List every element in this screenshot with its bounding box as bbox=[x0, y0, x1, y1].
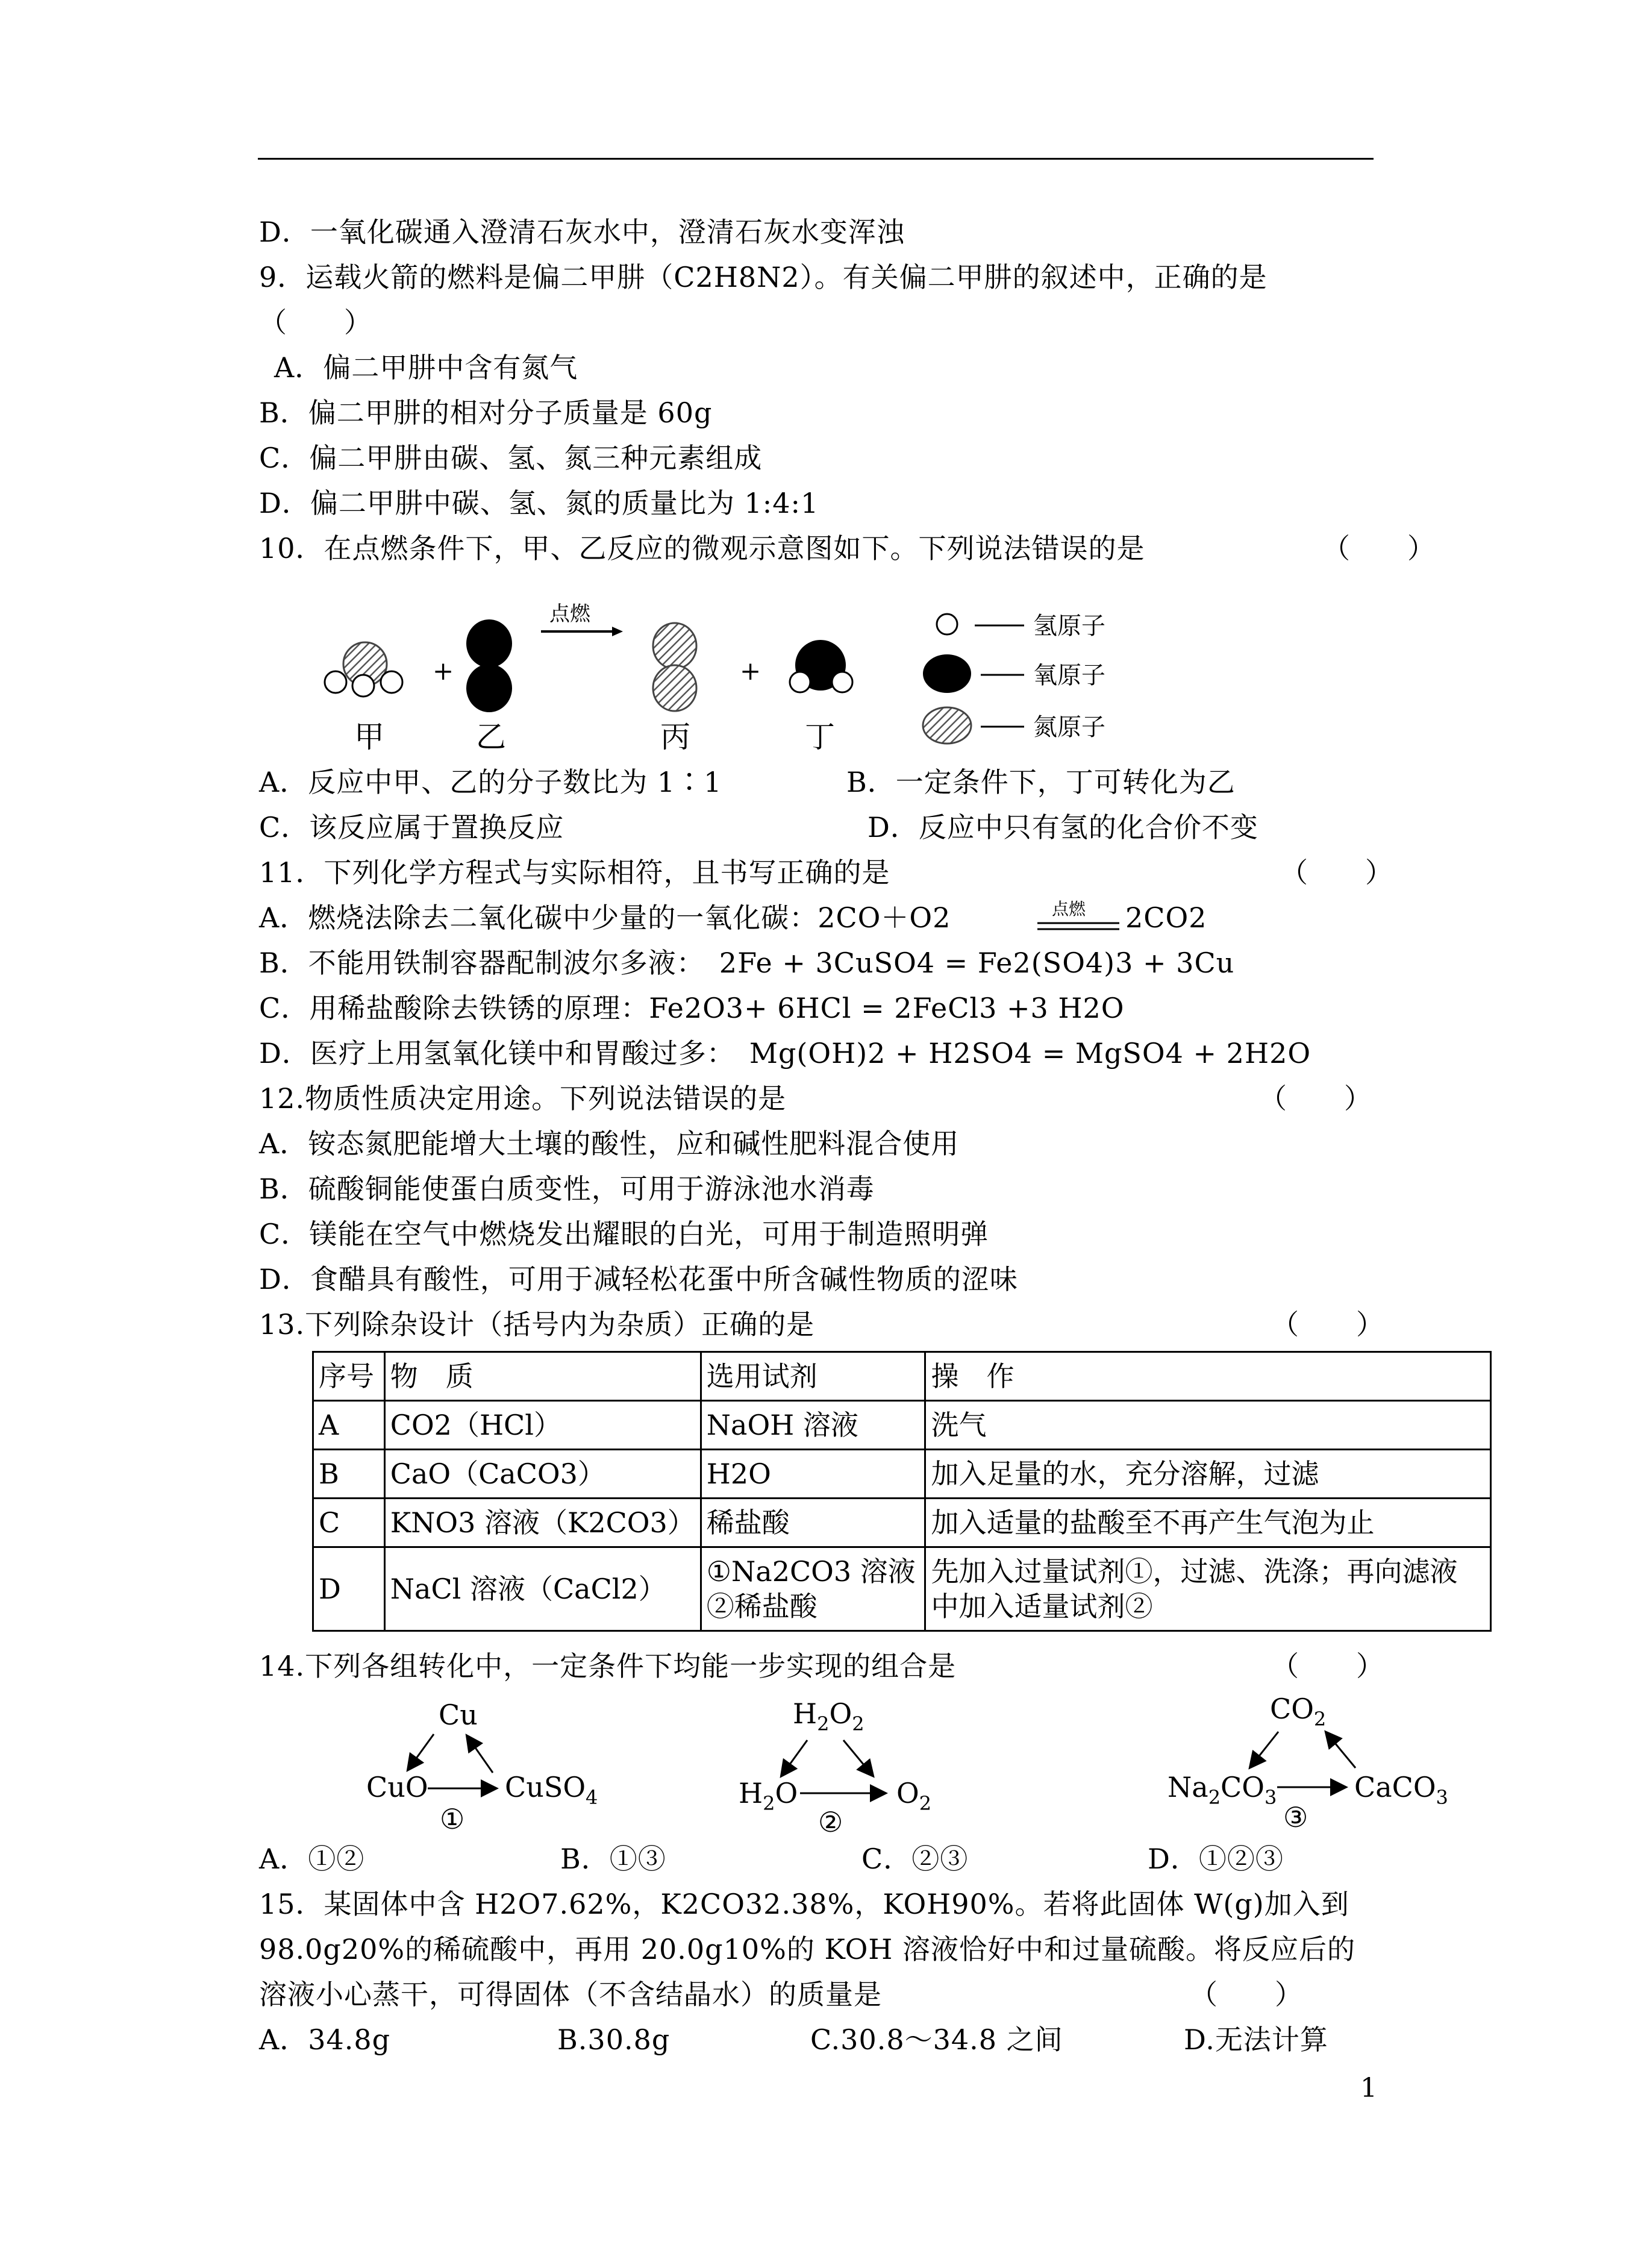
legend-nitrogen: 氮原子 bbox=[1033, 713, 1105, 741]
q15-option-c: C.30.8～34.8 之间 bbox=[810, 2023, 1063, 2056]
q11-option-d: D．医疗上用氢氧化镁中和胃酸过多： Mg(OH)2 + H2SO4 = MgSO4 + 2H2O bbox=[259, 1037, 1311, 1070]
d3-left-sub1: 2 bbox=[1208, 1786, 1221, 1809]
q9-stem: 9．运载火箭的燃料是偏二甲肼（C2H8N2）。有关偏二甲肼的叙述中，正确的是 bbox=[259, 261, 1268, 293]
d2-left-sub: 2 bbox=[763, 1792, 775, 1815]
table-cell-reagent bbox=[701, 1547, 925, 1631]
diagram-2-top bbox=[793, 1697, 864, 1735]
table-cell-substance: CaO（CaCO3） bbox=[384, 1450, 701, 1499]
table-header: 物 质 bbox=[384, 1352, 701, 1401]
label-jia: 甲 bbox=[354, 719, 384, 754]
table-cell-operation bbox=[925, 1547, 1491, 1631]
diagram-3-top bbox=[1270, 1693, 1326, 1731]
operation-line-1: 先加入过量试剂①，过滤、洗涤；再向滤液 bbox=[931, 1555, 1458, 1588]
operation-line-2: 中加入适量试剂② bbox=[931, 1590, 1153, 1623]
d2-left-b: O bbox=[775, 1777, 798, 1809]
table-cell-id: C bbox=[313, 1499, 385, 1547]
q10-option-d: D．反应中只有氢的化合价不变 bbox=[868, 811, 1258, 844]
q11-option-a-right: 2CO2 bbox=[1125, 901, 1207, 934]
q15-answer-paren: （ ） bbox=[1190, 1978, 1303, 2011]
nitrogen-atom-icon bbox=[923, 707, 971, 744]
q12-option-a: A．铵态氮肥能增大土壤的酸性，应和碱性肥料混合使用 bbox=[259, 1127, 960, 1160]
table-row bbox=[313, 1450, 1491, 1499]
d3-right-a: CaCO bbox=[1354, 1771, 1436, 1803]
table-cell-substance: KNO3 溶液（K2CO3） bbox=[384, 1499, 701, 1547]
table-cell-operation: 加入适量的盐酸至不再产生气泡为止 bbox=[925, 1499, 1491, 1547]
d2-top-sub2: 2 bbox=[852, 1712, 864, 1735]
q14-option-c: C．②③ bbox=[861, 1843, 969, 1875]
diagram-3-right bbox=[1354, 1771, 1448, 1809]
q13-answer-paren: （ ） bbox=[1271, 1308, 1384, 1341]
reaction-condition: 点燃 bbox=[549, 602, 590, 626]
table-cell-reagent: H2O bbox=[701, 1450, 925, 1499]
q11-stem: 11．下列化学方程式与实际相符，且书写正确的是 bbox=[259, 856, 890, 889]
q15-option-b: B.30.8g bbox=[557, 2023, 671, 2056]
d2-right-a: O bbox=[896, 1777, 919, 1809]
table-row bbox=[313, 1499, 1491, 1547]
q9-answer-paren: （ ） bbox=[259, 306, 372, 339]
table-row bbox=[313, 1547, 1491, 1631]
plus-sign-2: + bbox=[740, 656, 761, 686]
q11-option-c: C．用稀盐酸除去铁锈的原理：Fe2O3+ 6HCl = 2FeCl3 +3 H2O bbox=[259, 992, 1125, 1024]
diagram-3-num: ③ bbox=[1283, 1801, 1308, 1834]
table-row bbox=[313, 1401, 1491, 1450]
molecule-bing bbox=[653, 623, 696, 711]
q10-option-a: A．反应中甲、乙的分子数比为 1∶1 bbox=[259, 766, 722, 798]
q12-stem: 12.物质性质决定用途。下列说法错误的是 bbox=[259, 1082, 787, 1115]
molecule-yi bbox=[466, 619, 512, 712]
d2-right-sub: 2 bbox=[919, 1792, 932, 1815]
diagram-1-left: CuO bbox=[366, 1771, 428, 1803]
conversion-diagrams bbox=[337, 1687, 1482, 1850]
diagram-2-left bbox=[739, 1777, 798, 1815]
q10-answer-paren: （ ） bbox=[1322, 532, 1436, 565]
q14-option-d: D．①②③ bbox=[1148, 1843, 1284, 1875]
d3-left-a: Na bbox=[1168, 1771, 1208, 1803]
diagram-1 bbox=[366, 1699, 598, 1835]
diagram-1-right-sub: 4 bbox=[586, 1786, 598, 1809]
table-header-row bbox=[313, 1352, 1491, 1401]
table-cell-id: D bbox=[313, 1547, 385, 1631]
q9-option-c: C．偏二甲肼由碳、氢、氮三种元素组成 bbox=[259, 442, 763, 474]
hydrogen-atom-icon bbox=[937, 614, 957, 634]
diagram-2 bbox=[739, 1697, 931, 1838]
molecule-jia bbox=[325, 642, 402, 697]
table-cell-reagent: 稀盐酸 bbox=[701, 1499, 925, 1547]
diagram-1-num: ① bbox=[440, 1803, 465, 1835]
q15-line-2: 98.0g20%的稀硫酸中，再用 20.0g10%的 KOH 溶液恰好中和过量硫酸。将反应后的 bbox=[259, 1933, 1356, 1966]
table-cell-substance: CO2（HCl） bbox=[384, 1401, 701, 1450]
q11-answer-paren: （ ） bbox=[1280, 856, 1393, 889]
label-bing: 丙 bbox=[660, 719, 690, 754]
q14-option-b: B．①③ bbox=[560, 1843, 666, 1875]
diagram-2-num: ② bbox=[818, 1806, 843, 1838]
d3-left-b: CO bbox=[1221, 1771, 1265, 1803]
q15-option-a: A．34.8g bbox=[259, 2023, 391, 2056]
d2-top-b: O bbox=[829, 1697, 852, 1730]
d2-left-a: H bbox=[739, 1777, 763, 1809]
diagram-1-right-main: CuSO bbox=[505, 1771, 586, 1803]
page-number: 1 bbox=[1360, 2073, 1377, 2104]
legend-hydrogen: 氢原子 bbox=[1033, 612, 1105, 640]
atom-legend bbox=[923, 612, 1105, 744]
ignition-equal-sign bbox=[1035, 899, 1125, 941]
oxygen-atom-icon bbox=[923, 654, 971, 693]
d3-top-sub: 2 bbox=[1313, 1708, 1327, 1731]
q12-option-c: C．镁能在空气中燃烧发出耀眼的白光，可用于制造照明弹 bbox=[259, 1218, 989, 1250]
table-cell-id: A bbox=[313, 1401, 385, 1450]
q9-option-b: B．偏二甲肼的相对分子质量是 60g bbox=[259, 396, 713, 429]
q14-stem: 14.下列各组转化中，一定条件下均能一步实现的组合是 bbox=[259, 1650, 957, 1682]
table-header: 选用试剂 bbox=[701, 1352, 925, 1401]
d3-left-sub2: 3 bbox=[1264, 1786, 1277, 1809]
header-rule bbox=[258, 158, 1374, 160]
table-header: 序号 bbox=[313, 1352, 385, 1401]
table-cell-operation: 加入足量的水，充分溶解，过滤 bbox=[925, 1450, 1491, 1499]
molecule-ding bbox=[790, 640, 852, 692]
q11-option-b: B．不能用铁制容器配制波尔多液： 2Fe + 3CuSO4 = Fe2(SO4)3 + 3Cu bbox=[259, 947, 1235, 979]
q15-line-1: 15．某固体中含 H2O7.62%，K2CO32.38%，KOH90%。若将此固体 W(g)加入到 bbox=[259, 1888, 1349, 1920]
purification-table bbox=[312, 1351, 1492, 1632]
q15-option-d: D.无法计算 bbox=[1184, 2023, 1328, 2056]
label-ding: 丁 bbox=[805, 719, 835, 754]
q11-option-a-left: A．燃烧法除去二氧化碳中少量的一氧化碳：2CO＋O2 bbox=[259, 901, 951, 934]
table-cell-operation: 洗气 bbox=[925, 1401, 1491, 1450]
diagram-1-right bbox=[505, 1771, 598, 1809]
plus-sign: + bbox=[433, 656, 454, 686]
diagram-1-top: Cu bbox=[439, 1699, 478, 1731]
q10-option-b: B．一定条件下，丁可转化为乙 bbox=[846, 766, 1236, 798]
d3-top-a: CO bbox=[1270, 1693, 1314, 1725]
q12-option-d: D．食醋具有酸性，可用于减轻松花蛋中所含碱性物质的涩味 bbox=[259, 1263, 1018, 1295]
ignition-condition: 点燃 bbox=[1052, 899, 1086, 919]
d3-right-sub: 3 bbox=[1436, 1786, 1448, 1809]
q9-option-d: D．偏二甲肼中碳、氢、氮的质量比为 1:4:1 bbox=[259, 487, 819, 519]
d2-top-a: H bbox=[793, 1697, 818, 1730]
q9-option-a: A．偏二甲肼中含有氮气 bbox=[274, 351, 578, 384]
table-cell-id: B bbox=[313, 1450, 385, 1499]
reaction-micro-diagram bbox=[301, 590, 1175, 771]
q13-stem: 13.下列除杂设计（括号内为杂质）正确的是 bbox=[259, 1308, 815, 1341]
q8-option-d: D．一氧化碳通入澄清石灰水中，澄清石灰水变浑浊 bbox=[259, 216, 905, 248]
reagent-line-2: ②稀盐酸 bbox=[706, 1590, 818, 1623]
table-cell-reagent: NaOH 溶液 bbox=[701, 1401, 925, 1450]
q12-option-b: B．硫酸铜能使蛋白质变性，可用于游泳池水消毒 bbox=[259, 1173, 875, 1205]
q10-option-c: C．该反应属于置换反应 bbox=[259, 811, 564, 844]
diagram-3-left bbox=[1168, 1771, 1277, 1809]
q12-answer-paren: （ ） bbox=[1259, 1082, 1372, 1115]
q14-answer-paren: （ ） bbox=[1271, 1650, 1384, 1682]
q14-option-a: A．①② bbox=[259, 1843, 365, 1875]
diagram-3 bbox=[1168, 1693, 1448, 1834]
reagent-line-1: ①Na2CO3 溶液 bbox=[706, 1555, 916, 1588]
table-header: 操 作 bbox=[925, 1352, 1491, 1401]
diagram-2-right bbox=[896, 1777, 931, 1815]
table-cell-substance: NaCl 溶液（CaCl2） bbox=[384, 1547, 701, 1631]
legend-oxygen: 氧原子 bbox=[1033, 662, 1105, 689]
d2-top-sub1: 2 bbox=[817, 1712, 830, 1735]
q15-line-3: 溶液小心蒸干，可得固体（不含结晶水）的质量是 bbox=[259, 1978, 882, 2011]
label-yi: 乙 bbox=[476, 719, 506, 754]
q10-stem: 10．在点燃条件下，甲、乙反应的微观示意图如下。下列说法错误的是 bbox=[259, 532, 1145, 565]
